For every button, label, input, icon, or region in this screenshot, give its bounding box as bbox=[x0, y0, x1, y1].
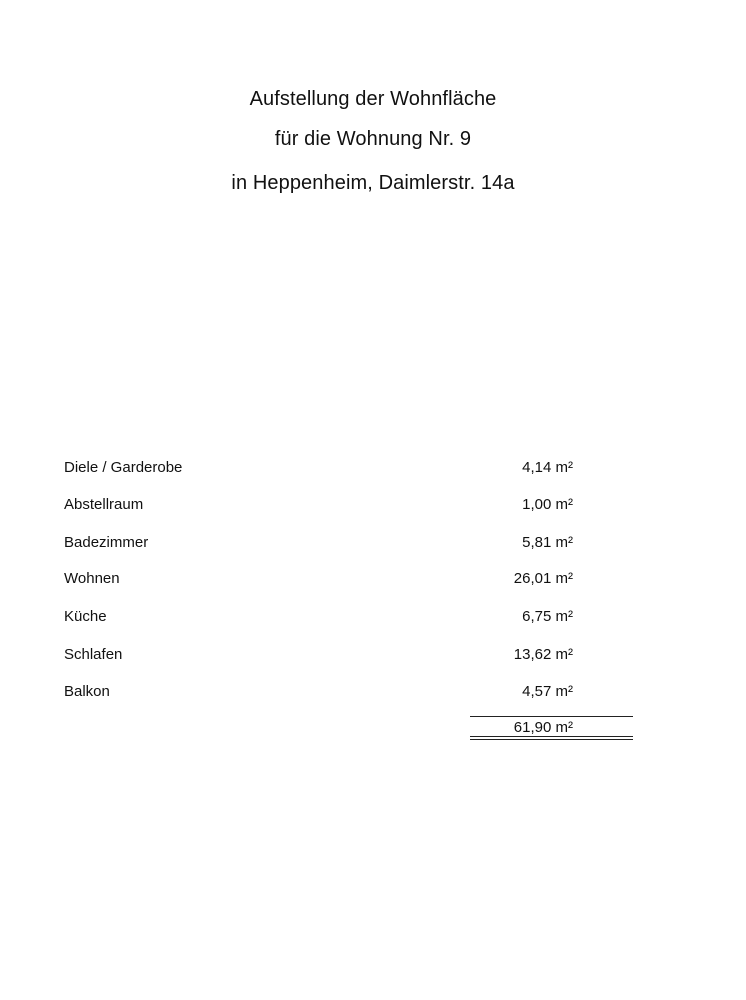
table-row bbox=[0, 495, 746, 515]
table-row bbox=[0, 458, 746, 478]
room-label: Küche bbox=[64, 608, 107, 625]
sum-rule bbox=[470, 716, 633, 717]
table-row bbox=[0, 569, 746, 589]
total-row bbox=[0, 718, 746, 738]
room-label: Abstellraum bbox=[64, 496, 144, 513]
document-title: Aufstellung der Wohnfläche bbox=[249, 88, 497, 110]
room-area: 13,62 m² bbox=[513, 646, 573, 663]
room-label: Balkon bbox=[64, 683, 110, 700]
room-label: Schlafen bbox=[64, 646, 123, 663]
table-row bbox=[0, 645, 746, 665]
apartment-number: für die Wohnung Nr. 9 bbox=[274, 128, 472, 150]
double-underline-upper bbox=[470, 736, 633, 737]
room-area: 6,75 m² bbox=[522, 608, 573, 625]
room-area: 4,57 m² bbox=[522, 683, 573, 700]
room-area: 26,01 m² bbox=[513, 570, 573, 587]
room-label: Wohnen bbox=[64, 570, 120, 587]
room-area: 5,81 m² bbox=[522, 534, 573, 551]
address: in Heppenheim, Daimlerstr. 14a bbox=[231, 172, 515, 194]
room-label: Badezimmer bbox=[64, 534, 149, 551]
table-row bbox=[0, 682, 746, 702]
table-row bbox=[0, 607, 746, 627]
double-underline-lower bbox=[470, 739, 633, 740]
room-area: 4,14 m² bbox=[522, 459, 573, 476]
table-row bbox=[0, 533, 746, 553]
room-area: 1,00 m² bbox=[522, 496, 573, 513]
room-label: Diele / Garderobe bbox=[64, 459, 183, 476]
total-area: 61,90 m² bbox=[513, 719, 573, 736]
